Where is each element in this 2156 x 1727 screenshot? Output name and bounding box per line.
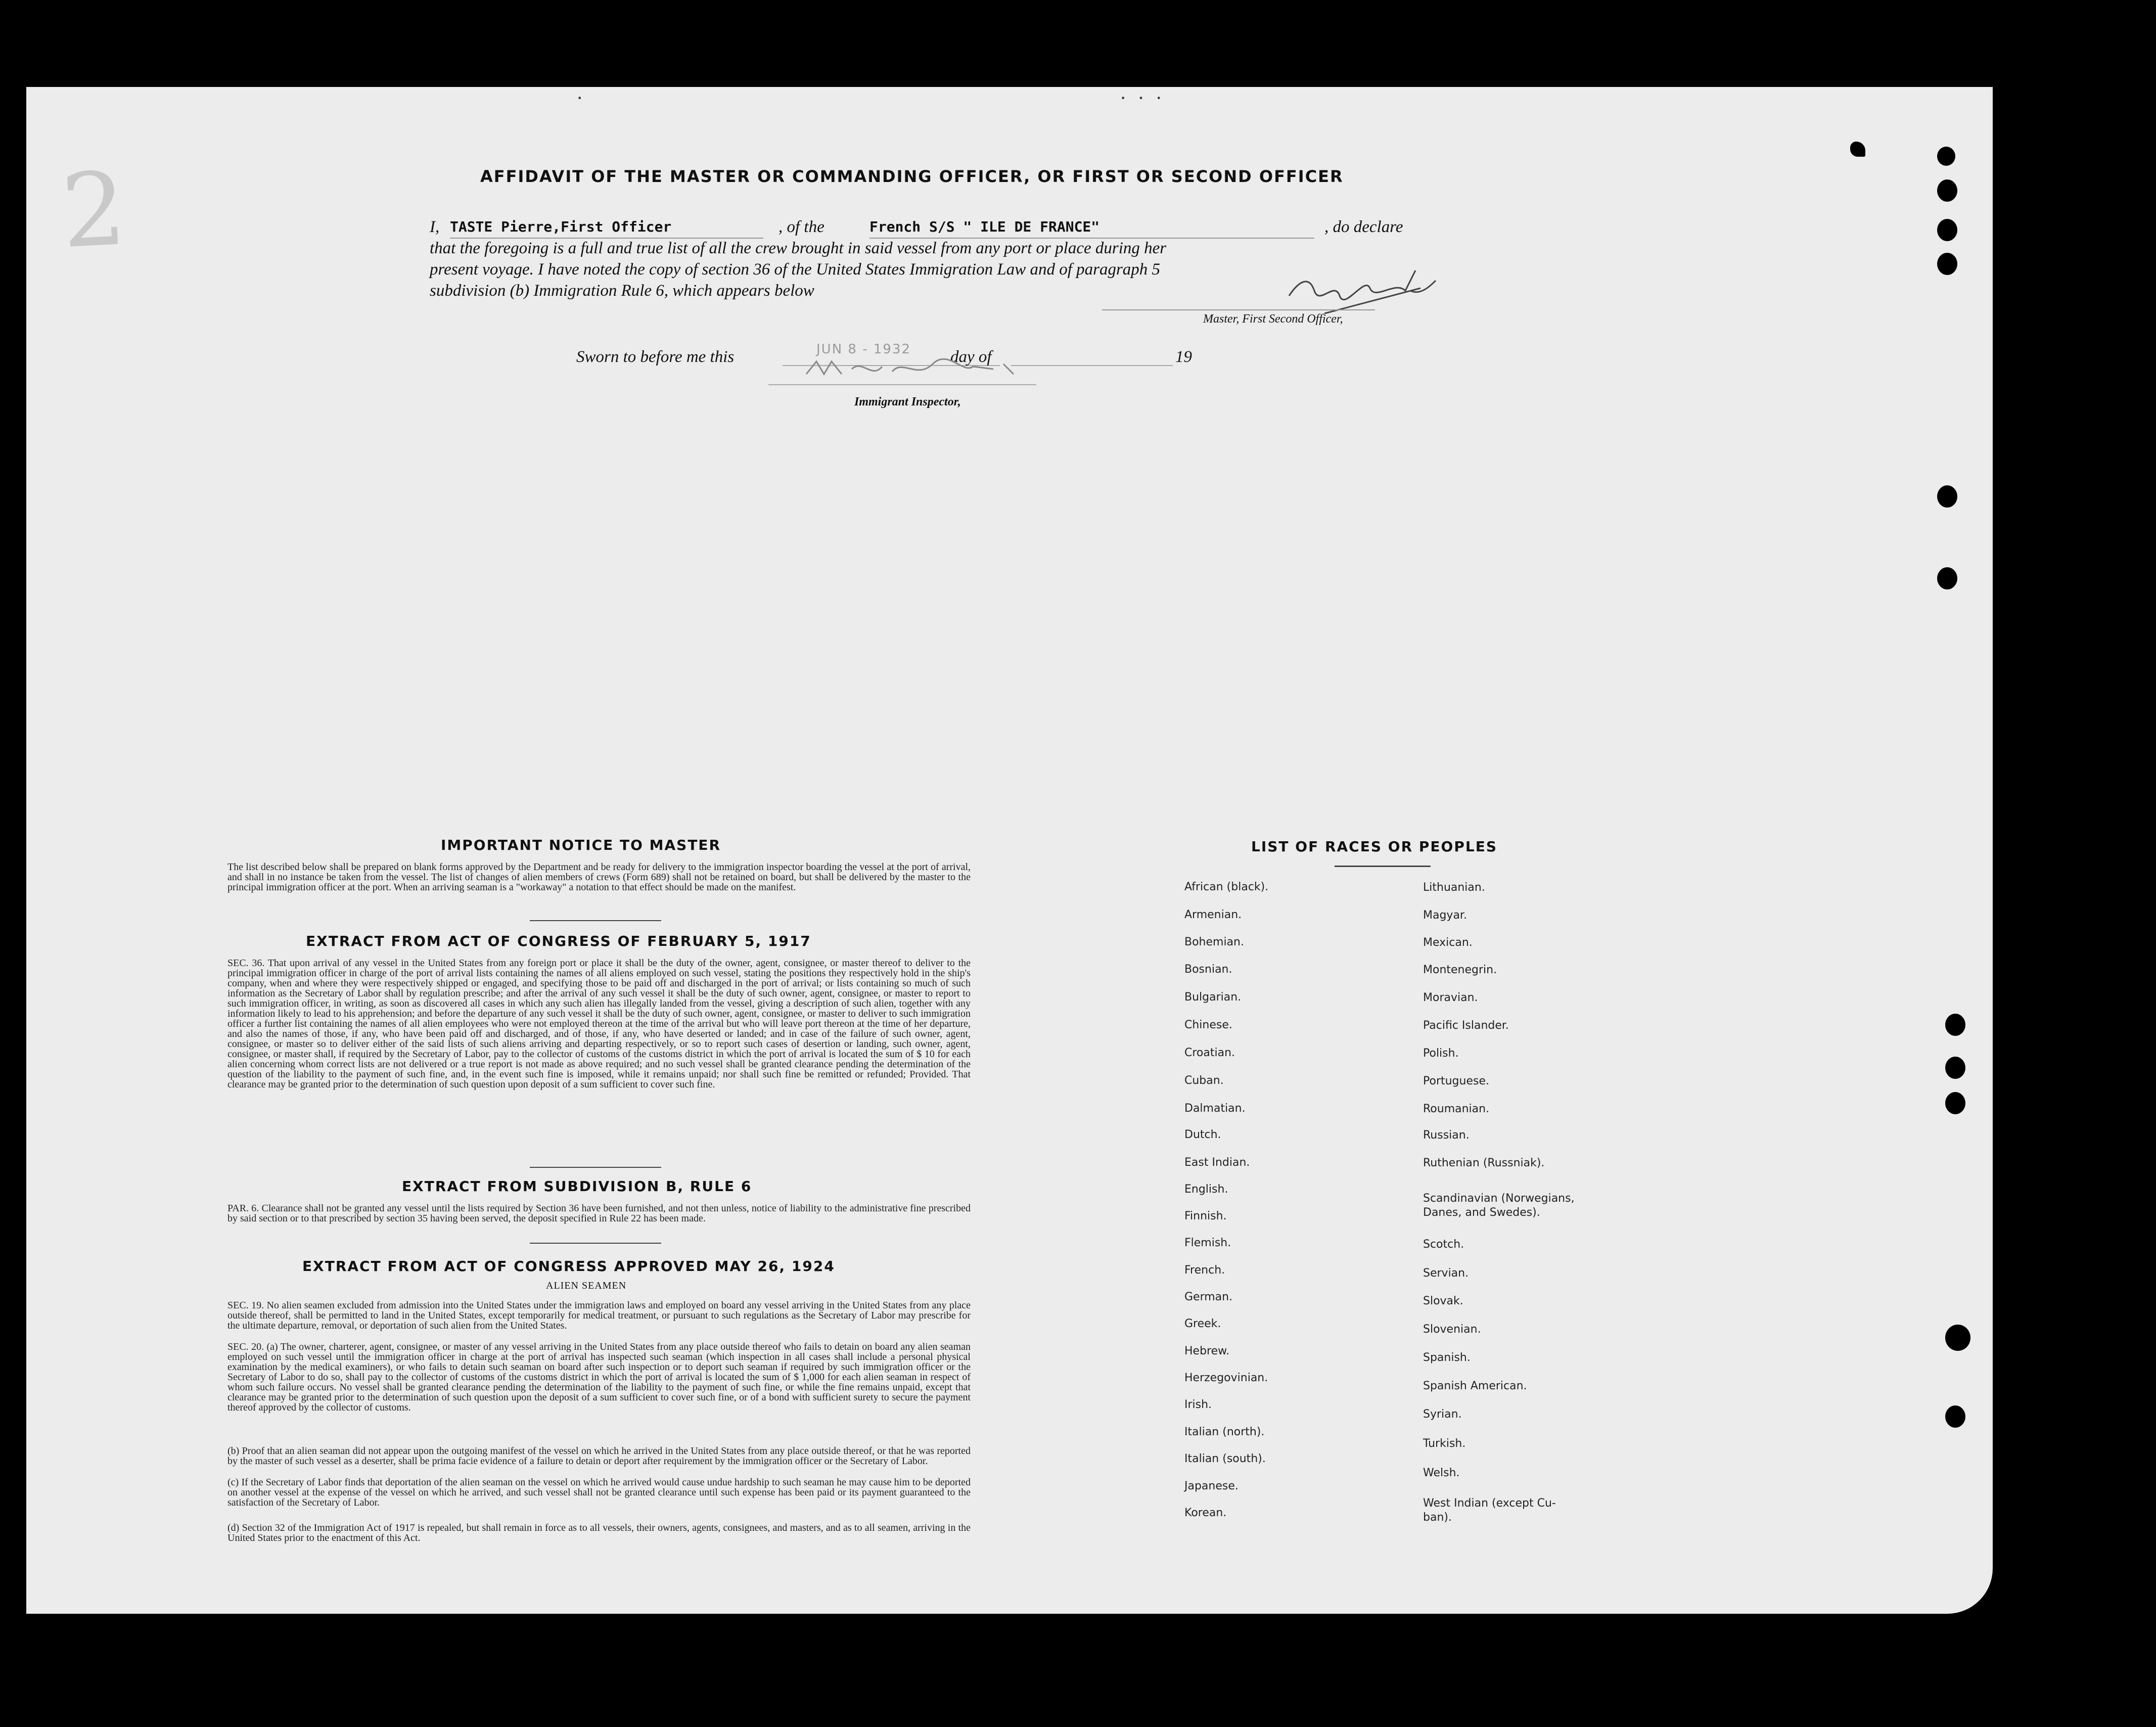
top-marks: · · · xyxy=(1120,86,1165,109)
race-list-item: Croatian. xyxy=(1184,1047,1235,1059)
top-marks: · xyxy=(576,86,586,109)
race-list-item: Herzegovinian. xyxy=(1184,1372,1268,1384)
margin-page-mark: 2 xyxy=(58,150,129,271)
race-list-item: Scandinavian (Norwegians, Danes, and Swedes). xyxy=(1423,1192,1575,1219)
race-list-item: East Indian. xyxy=(1184,1156,1250,1169)
race-list-item: Spanish American. xyxy=(1423,1380,1527,1392)
notice-text: The list described below shall be prepared on blank forms approved by the Department and be ready for delivery to the immigration inspector boarding the vessel at the port of arrival, and shall in no instance be taken from the vessel. The list of changes of alien members of crews (Form 689) shall not be retained on board, but shall be delivered by the master to the principal immigration officer at the port. When an arriving seaman is a "workaway" a notation to that effect should be made on the manifest. xyxy=(227,861,971,893)
race-list-item: English. xyxy=(1184,1183,1228,1196)
extract-1924-sec20c: (c) If the Secretary of Labor finds that deportation of the alien seaman on the vessel on which he arrived would cause undue hardship to such seaman he may cause him to be deported on another vessel at the expense of the vessel on which he arrived, and such vessel shall not be granted clearance until such expense has been paid or its payment guaranteed to the satisfaction of the Secretary of Labor. xyxy=(227,1477,971,1508)
declaration-line-2: that the foregoing is a full and true list of all the crew brought in said vessel from any port or place during her xyxy=(430,239,1167,257)
declaration-line-3: present voyage. I have noted the copy of section 36 of the United States Immigration Law and of paragraph 5 xyxy=(430,260,1161,279)
race-list-item: German. xyxy=(1184,1291,1233,1303)
race-list-item: Pacific Islander. xyxy=(1423,1019,1509,1032)
race-list-item: Ruthenian (Russniak). xyxy=(1423,1157,1545,1169)
race-list-item: Dalmatian. xyxy=(1184,1102,1246,1115)
extract-1917-title: EXTRACT FROM ACT OF CONGRESS OF FEBRUARY 5, 1917 xyxy=(306,933,811,949)
divider xyxy=(530,1167,661,1168)
date-stamp: JUN 8 - 1932 xyxy=(816,342,911,357)
race-list-item: Armenian. xyxy=(1184,908,1242,921)
race-list-item: Scotch. xyxy=(1423,1238,1464,1251)
race-list-item: West Indian (except Cu- ban). xyxy=(1423,1497,1556,1524)
race-list-item: Greek. xyxy=(1184,1317,1221,1330)
race-list-item: Magyar. xyxy=(1423,909,1467,922)
alien-seamen-subtitle: ALIEN SEAMEN xyxy=(546,1280,627,1291)
inspector-label: Immigrant Inspector, xyxy=(854,395,961,408)
punch-hole xyxy=(1937,147,1955,166)
punch-hole xyxy=(1945,1405,1965,1428)
officer-signature xyxy=(1279,260,1441,316)
race-list-item: Dutch. xyxy=(1184,1128,1221,1141)
extract-rule6-title: EXTRACT FROM SUBDIVISION B, RULE 6 xyxy=(402,1178,752,1195)
extract-1924-title: EXTRACT FROM ACT OF CONGRESS APPROVED MAY 26, 1924 xyxy=(302,1258,835,1275)
declaration-line-1 xyxy=(430,216,1431,238)
punch-hole xyxy=(1937,485,1957,508)
extract-1924-sec19: SEC. 19. No alien seamen excluded from admission into the United States under the immigration laws and employed on board any vessel arriving in the United States from any place outside thereof, shall be permitted to land in the United States, except temporarily for medical treatment, or pursuant to such regulations as the Secretary of Labor may prescribe for the ultimate departure, removal, or deportation of such alien from the United States. xyxy=(227,1300,971,1331)
punch-hole xyxy=(1945,1057,1965,1079)
officer-name-field: TASTE Pierre,First Officer xyxy=(450,216,763,239)
year-prefix: 19 xyxy=(1175,348,1192,366)
race-list-item: Syrian. xyxy=(1423,1408,1462,1421)
punch-hole xyxy=(1945,1014,1965,1036)
race-list-item: Turkish. xyxy=(1423,1437,1466,1450)
sworn-month-line xyxy=(1011,365,1173,366)
race-list-item: Hebrew. xyxy=(1184,1345,1230,1357)
race-list-item: Montenegrin. xyxy=(1423,964,1497,976)
officer-signature-line xyxy=(1102,309,1375,310)
vessel-name-field: French S/S " ILE DE FRANCE" xyxy=(869,216,1314,239)
race-list-item: Finnish. xyxy=(1184,1210,1227,1222)
extract-rule6-text: PAR. 6. Clearance shall not be granted any vessel until the lists required by Section 36 have been furnished, and not then unless, notice of liability to the administrative fine prescribed by said section or to that prescribed by section 35 having been served, the deposit specified in Rule 22 has been made. xyxy=(227,1203,971,1224)
race-list-item: Portuguese. xyxy=(1423,1075,1489,1087)
race-list-item: Slovak. xyxy=(1423,1295,1463,1307)
declaration-suffix: , do declare xyxy=(1324,218,1403,236)
notice-title: IMPORTANT NOTICE TO MASTER xyxy=(441,837,721,853)
punch-hole xyxy=(1937,253,1957,275)
affidavit-title: AFFIDAVIT OF THE MASTER OR COMMANDING OFFICER, OR FIRST OR SECOND OFFICER xyxy=(480,167,1344,186)
race-list-item: Slovenian. xyxy=(1423,1323,1481,1336)
race-list-item: Korean. xyxy=(1184,1507,1227,1519)
punch-hole xyxy=(1937,219,1957,241)
race-list-item: Italian (north). xyxy=(1184,1426,1265,1438)
declaration-mid: , of the xyxy=(778,218,824,236)
race-list-item: Roumanian. xyxy=(1423,1103,1490,1115)
officer-signature-caption: Master, First Second Officer, xyxy=(1203,312,1343,326)
race-list-item: Flemish. xyxy=(1184,1237,1231,1249)
declaration-prefix: I, xyxy=(430,218,440,236)
race-list-item: Cuban. xyxy=(1184,1074,1224,1087)
extract-1917-text: SEC. 36. That upon arrival of any vessel in the United States from any foreign port or place it shall be the duty of the owner, agent, consignee, or master thereof to deliver to the principal immigration officer in charge of the port of arrival lists containing the names of all aliens employed on such vessel, stating the positions they respectively hold in the ship's company, when and where they were respectively shipped or engaged, and specifying those to be paid off and discharged in the port of arrival; or lists containing so much of such information as the Secretary of Labor shall by regulation prescribe; and after the arrival of any such vessel it shall be the duty of such owner, agent, consignee, or master to report to such immigration officer, in writing, as soon as discovered all cases in which any such alien has illegally landed from the vessel, giving a description of such alien, together with any information likely to lead to his apprehension; and before the departure of any such vessel it shall be the duty of such owner, agent, consignee, or master to deliver to such immigration officer a further list containing the names of all alien employees who were not employed thereon at the time of the arrival but who will leave port thereon at the time of her departure, and also the names of those, if any, who have been paid off and discharged, and of those, if any, who have deserted or landed; and in case of the failure of such owner, agent, consignee, or master so to deliver either of the said lists of such aliens arriving and departing respectively, or so to report such cases of desertion or landing, such owner, agent, consignee, or master shall, if required by the Secretary of Labor, pay to the collector of customs of the customs district in which the port of arrival is located the sum of $ 10 for each alien concerning whom correct lists are not delivered or a true report is not made as above required; and no such vessel shall be granted clearance pending the determination of the question of the liability to the payment of such fine, and, in the event such fine is imposed, while it remains unpaid; nor shall such fine be remitted or refunded; Provided. That clearance may be granted prior to the determination of such question upon deposit of a sum sufficient to cover such fine. xyxy=(227,958,971,1090)
race-list-item: Japanese. xyxy=(1184,1480,1238,1492)
divider xyxy=(530,1243,661,1244)
race-list-item: Welsh. xyxy=(1423,1467,1460,1479)
race-list-item: Russian. xyxy=(1423,1129,1470,1142)
race-list-item: Spanish. xyxy=(1423,1351,1471,1364)
extract-1924-sec20d: (d) Section 32 of the Immigration Act of 1917 is repealed, but shall remain in force as to all vessels, their owners, agents, consignees, and masters, and as to all seamen, arriving in the United States prior to the enactment of this Act. xyxy=(227,1522,971,1543)
race-list-item: Moravian. xyxy=(1423,991,1478,1004)
race-list-item: Mexican. xyxy=(1423,936,1473,949)
extract-1924-sec20a: SEC. 20. (a) The owner, charterer, agent, consignee, or master of any vessel arriving in the United States from any place outside thereof who fails to detain on board any alien seaman employed on such vessel until the immigration officer in charge at the port of arrival has inspected such seaman (which inspection in all cases shall include a personal physical examination by the medical examiners), or who fails to detain such seaman on board after such inspection or to deport such seaman if required by such immigration officer or the Secretary of Labor to do so, shall pay to the collector of customs of the customs district in which the port of arrival is located the sum of $ 1,000 for each alien seaman in respect of whom such failure occurs. No vessel shall be granted clearance pending the determination of the liability to the payment of such fine, or while the fine remains unpaid, except that clearance may be granted prior to the determination of such question upon the deposit of a sum sufficient to cover such fine, or of a bond with sufficient surety to secure the payment thereof approved by the collector of customs. xyxy=(227,1341,971,1413)
punch-hole xyxy=(1945,1092,1965,1114)
race-list-item: Lithuanian. xyxy=(1423,881,1485,894)
day-of-text: day of xyxy=(950,348,992,366)
sworn-text: Sworn to before me this xyxy=(576,348,735,366)
inspector-signature-line xyxy=(768,384,1036,385)
race-list-item: Bohemian. xyxy=(1184,936,1244,948)
race-list-item: Polish. xyxy=(1423,1047,1459,1060)
race-list-item: Bulgarian. xyxy=(1184,991,1242,1004)
race-list-item: Chinese. xyxy=(1184,1019,1232,1031)
divider xyxy=(1335,866,1431,867)
punch-hole xyxy=(1937,179,1957,202)
race-list-item: African (black). xyxy=(1184,881,1269,893)
race-list-item: French. xyxy=(1184,1264,1225,1277)
punch-hole xyxy=(1937,567,1957,589)
extract-1924-sec20b: (b) Proof that an alien seaman did not appear upon the outgoing manifest of the vessel on which he arrived in the United States from any place outside thereof, or that he was reported by the master of such vessel as a deserter, shall be prima facie evidence of a failure to detain or deport after requirement by the immigration officer or the Secretary of Labor. xyxy=(227,1445,971,1467)
punch-hole xyxy=(1945,1325,1970,1351)
race-list-item: Servian. xyxy=(1423,1267,1469,1280)
declaration-line-4: subdivision (b) Immigration Rule 6, which appears below xyxy=(430,282,814,300)
divider xyxy=(530,920,661,921)
race-list-item: Italian (south). xyxy=(1184,1452,1266,1465)
race-list-item: Bosnian. xyxy=(1184,963,1232,976)
inspector-signature xyxy=(801,354,1024,384)
races-title: LIST OF RACES OR PEOPLES xyxy=(1251,838,1497,855)
race-list-item: Irish. xyxy=(1184,1398,1212,1411)
